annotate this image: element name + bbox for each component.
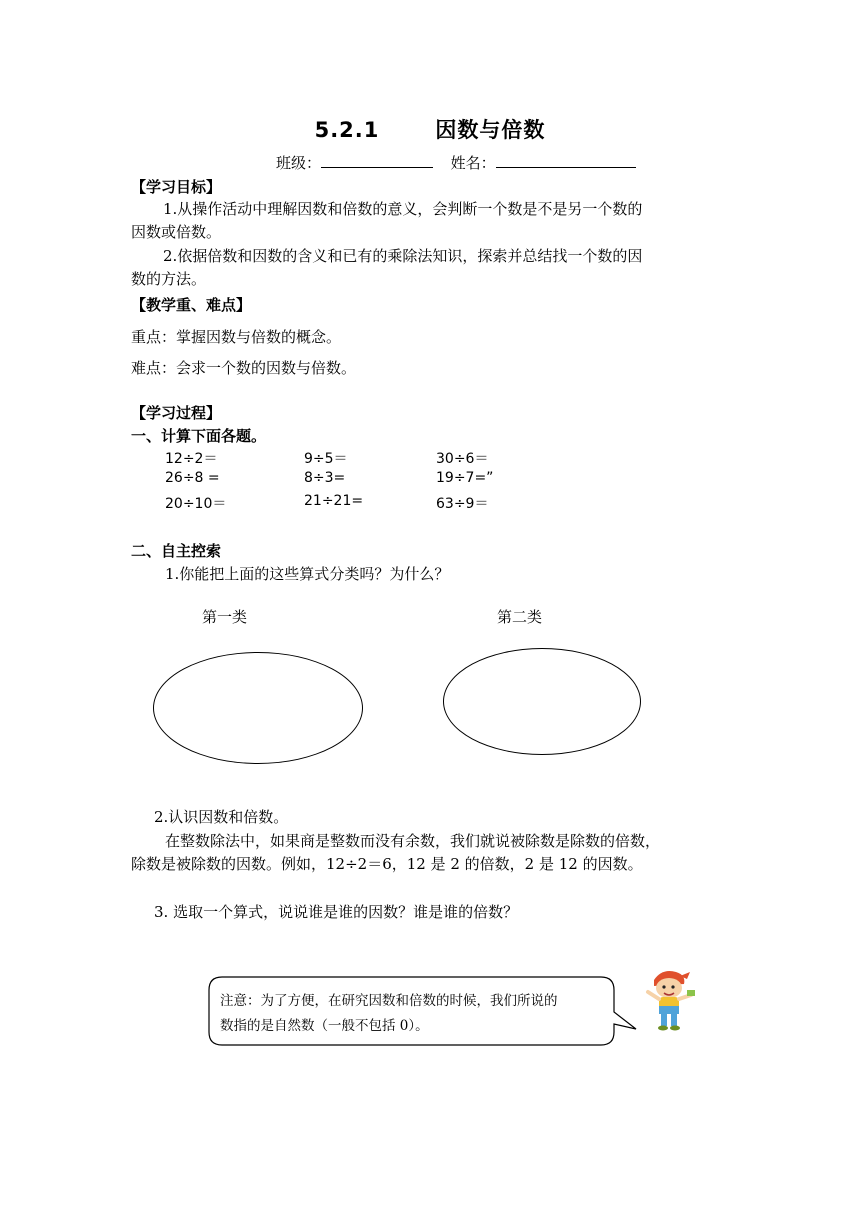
calc-item: 8÷3=: [304, 470, 346, 486]
calc-item: 9÷5＝: [304, 451, 348, 467]
part-2-title: 二、自主控索: [131, 542, 222, 560]
calc-item: 21÷21=: [304, 493, 364, 509]
question-2: 2.认识因数和倍数。: [154, 808, 289, 826]
focus-key: 重点：掌握因数与倍数的概念。: [131, 328, 342, 346]
name-label: 姓名：: [450, 154, 496, 172]
focus-heading: 【教学重、难点】: [131, 296, 252, 314]
class-label: 班级：: [276, 154, 322, 172]
goal-2-line-1: 2.依据倍数和因数的含义和已有的乘除法知识，探索并总结找一个数的因: [163, 247, 643, 265]
calc-item: 26÷8 =: [165, 470, 220, 486]
calc-item: 30÷6＝: [436, 451, 489, 467]
goal-1-line-2: 因数或倍数。: [131, 223, 222, 241]
goals-heading: 【学习目标】: [131, 178, 222, 196]
calc-item: 20÷10＝: [165, 496, 227, 512]
definition-line-2: 除数是被除数的因数。例如，12÷2＝6，12 是 2 的倍数，2 是 12 的因数。: [131, 855, 643, 873]
section-number: 5.2.1: [314, 118, 380, 142]
definition-line-1: 在整数除法中，如果商是整数而没有余数，我们就说被除数是除数的倍数，: [165, 832, 661, 850]
calc-item: 63÷9＝: [436, 496, 489, 512]
part-1-title: 一、计算下面各题。: [131, 427, 267, 445]
process-heading: 【学习过程】: [131, 404, 222, 422]
lesson-title: 因数与倍数: [435, 118, 546, 142]
note-line-1: 注意：为了方便，在研究因数和倍数的时候，我们所说的: [220, 993, 558, 1009]
focus-difficult: 难点：会求一个数的因数与倍数。: [131, 359, 357, 377]
class-2-label: 第二类: [497, 608, 543, 626]
note-line-2: 数指的是自然数（一般不包括 0）。: [220, 1018, 429, 1034]
class-1-label: 第一类: [202, 608, 248, 626]
calc-item: 12÷2＝: [165, 451, 218, 467]
goal-2-line-2: 数的方法。: [131, 270, 207, 288]
goal-1-line-1: 1.从操作活动中理解因数和倍数的意义，会判断一个数是不是另一个数的: [163, 200, 643, 218]
cartoon-boy-icon: [640, 966, 698, 1032]
question-1: 1.你能把上面的这些算式分类吗？为什么？: [165, 565, 450, 583]
calc-item: 19÷7=”: [436, 470, 494, 486]
question-3: 3. 选取一个算式，说说谁是谁的因数？谁是谁的倍数？: [154, 903, 519, 921]
